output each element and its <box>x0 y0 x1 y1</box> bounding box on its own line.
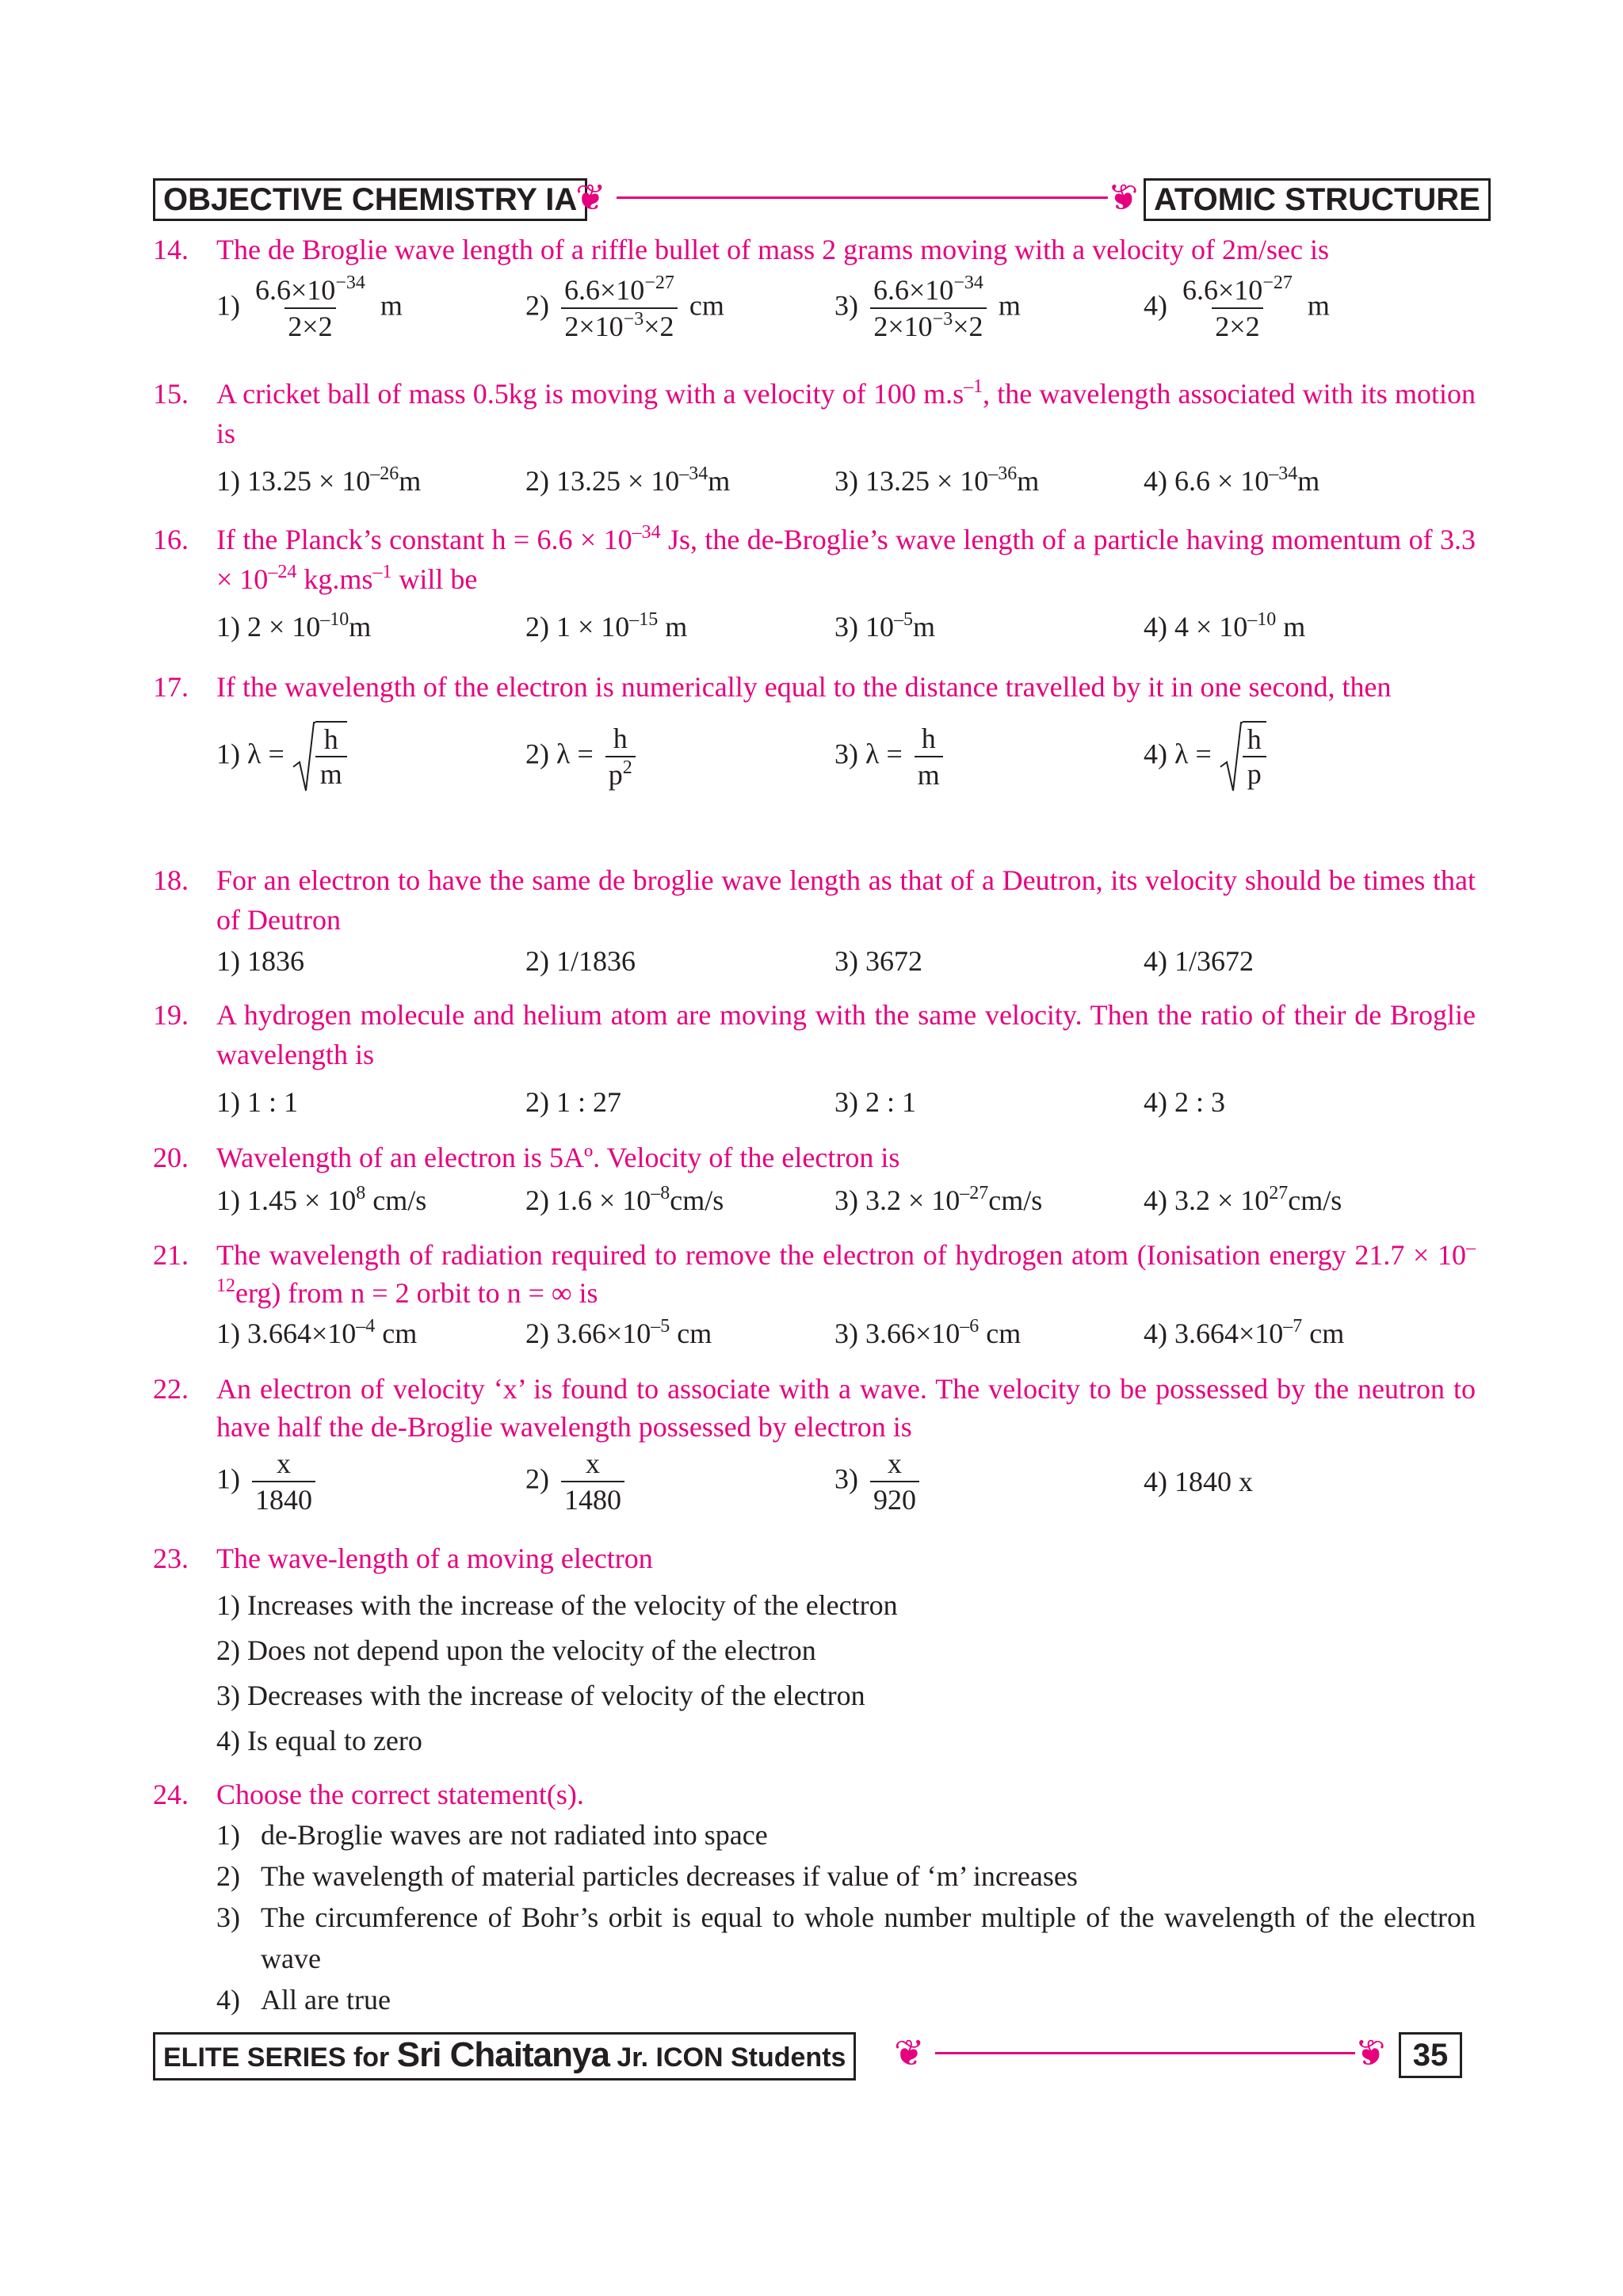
question-text: For an electron to have the same de broglie wave length as that of a Deutron, its velocity should be times that of Deutron <box>216 864 1476 936</box>
question-18 <box>153 860 1476 979</box>
question-21 <box>153 1236 1476 1352</box>
denominator-tail: ×2 <box>643 311 674 342</box>
unit: m <box>913 611 936 643</box>
option-4[interactable] <box>1144 463 1453 499</box>
fraction-numerator: 6.6×10 <box>255 274 336 306</box>
fraction-numerator: h <box>323 723 338 755</box>
option-1[interactable] <box>216 463 525 499</box>
text-part: will be <box>391 563 478 595</box>
question-number: 23. <box>153 1543 189 1574</box>
fraction-denominator: 920 <box>870 1481 919 1517</box>
page-number-label: 35 <box>1412 2038 1449 2073</box>
fraction <box>252 1446 315 1517</box>
option-label: 3) <box>834 289 858 322</box>
unit: cm/s <box>988 1184 1043 1216</box>
unit: m <box>1307 289 1330 322</box>
question-number: 20. <box>153 1142 189 1173</box>
header-subject <box>153 178 587 221</box>
footer-series <box>153 2032 856 2081</box>
question-23 <box>153 1539 1476 1764</box>
option-label: 2) <box>525 1463 549 1495</box>
option-3[interactable] <box>216 1673 1476 1718</box>
option-2[interactable] <box>216 1628 1476 1673</box>
option-label: 4) 4 × 10 <box>1144 611 1248 643</box>
question-text: Choose the correct statement(s). <box>216 1779 584 1810</box>
text-part: If the Planck’s constant h = 6.6 × 10 <box>216 524 632 555</box>
unit: m <box>1276 611 1306 643</box>
option-3[interactable] <box>834 721 1144 792</box>
exponent: –15 <box>629 609 659 630</box>
option-label: 1) 3.664×10 <box>216 1318 357 1349</box>
exponent: –12 <box>216 1238 1476 1296</box>
option-4[interactable]: 4) 1/3672 <box>1144 945 1254 977</box>
option-3[interactable]: 3) 3672 <box>834 945 922 977</box>
option-label: 4) 1840 x <box>1144 1466 1253 1497</box>
option-label: 3) 3.66×10 <box>834 1318 960 1349</box>
option-4[interactable] <box>216 1718 1476 1764</box>
header-chapter-label: ATOMIC STRUCTURE <box>1154 182 1480 217</box>
exponent: –34 <box>632 522 661 543</box>
option-2[interactable]: 2) 1/1836 <box>525 945 636 977</box>
option-3[interactable]: 3) 2 : 1 <box>834 1086 916 1118</box>
exponent: –10 <box>320 609 349 630</box>
option-text: The circumference of Bohr’s orbit is equal to whole number multiple of the wavelength of the electron wave <box>261 1901 1476 1974</box>
exponent: 27 <box>1269 1183 1289 1203</box>
fraction <box>915 721 943 792</box>
fraction-numerator: x <box>586 1447 600 1479</box>
footer-brand: Sri Chaitanya <box>396 2035 609 2074</box>
fraction-denominator: 2×10 <box>564 311 624 342</box>
unit: m <box>399 465 422 497</box>
fraction <box>561 1446 624 1517</box>
option-2[interactable] <box>525 1315 834 1352</box>
option-label: 3) <box>834 1463 858 1495</box>
fraction-denominator: 2×2 <box>1212 307 1262 344</box>
unit: cm <box>670 1318 712 1349</box>
option-4[interactable] <box>1144 1182 1453 1219</box>
option-label: 4) <box>1144 289 1167 322</box>
exponent: 2 <box>622 757 632 778</box>
option-4[interactable] <box>1144 1463 1453 1500</box>
question-text: An electron of velocity ‘x’ is found to associate with a wave. The velocity to be possessed by the neutron to have half the de-Broglie wavelength possessed by electron is <box>216 1373 1476 1443</box>
option-label: 3) 10 <box>834 611 894 643</box>
option-2[interactable]: 2) 1 : 27 <box>525 1086 621 1118</box>
option-label: 2) 1 × 10 <box>525 611 630 643</box>
question-15 <box>153 374 1476 499</box>
fraction <box>870 1446 919 1517</box>
question-text <box>216 374 1476 453</box>
option-label: 2) <box>525 289 549 322</box>
option-3[interactable] <box>834 463 1144 499</box>
question-17 <box>153 667 1476 792</box>
lambda-lhs: λ = <box>247 738 285 770</box>
fraction <box>561 273 678 344</box>
option-text: The wavelength of material particles decreases if value of ‘m’ increases <box>261 1860 1078 1892</box>
unit: m <box>998 289 1021 322</box>
fraction <box>1179 273 1296 344</box>
text-part: Js, the de-Broglie’s wave length of a particle having momentum of 3.3 × 10 <box>216 524 1476 595</box>
unit: cm/s <box>670 1184 724 1216</box>
ornament-icon: ❦ <box>1355 2031 1386 2074</box>
footer-prefix: ELITE SERIES for <box>163 2042 397 2073</box>
option-label: 3) <box>834 738 858 770</box>
question-text: Wavelength of an electron is 5Aº. Velocity of the electron is <box>216 1142 900 1173</box>
question-number: 18. <box>153 864 189 896</box>
option-3[interactable] <box>834 1446 1144 1517</box>
option-1[interactable] <box>216 1446 525 1517</box>
question-number: 15. <box>153 378 189 410</box>
option-text: All are true <box>261 1984 391 2016</box>
question-14 <box>153 230 1476 344</box>
text-part: , the wavelength associated with its motion is <box>216 378 1476 449</box>
option-label: 2) <box>216 1860 240 1892</box>
question-number: 19. <box>153 999 189 1031</box>
fraction-numerator: x <box>277 1447 291 1479</box>
option-1[interactable] <box>216 1315 525 1352</box>
unit: m <box>1297 465 1320 497</box>
fraction-denominator: 1480 <box>561 1481 624 1517</box>
fraction-numerator: x <box>888 1447 902 1479</box>
option-4[interactable] <box>1144 608 1453 645</box>
exponent: –1 <box>964 376 983 397</box>
option-label: 2) <box>525 738 549 770</box>
question-19 <box>153 995 1476 1120</box>
exponent: –27 <box>960 1183 989 1203</box>
option-label: 1) 2 × 10 <box>216 611 321 643</box>
unit: m <box>708 465 731 497</box>
exponent: –6 <box>960 1316 980 1337</box>
lambda-lhs: λ = <box>1174 738 1212 770</box>
exponent: −3 <box>932 309 953 330</box>
unit: m <box>658 611 688 643</box>
fraction-denominator: m <box>915 756 943 792</box>
exponent: −34 <box>335 273 365 293</box>
fraction-numerator: h <box>921 723 936 754</box>
option-1[interactable] <box>216 273 525 344</box>
option-3[interactable] <box>216 1897 1476 1979</box>
option-label: 3) <box>216 1901 240 1933</box>
unit: m <box>1017 465 1040 497</box>
option-label: 1) <box>216 738 240 770</box>
option-label: 4) 6.6 × 10 <box>1144 465 1270 497</box>
denominator-tail: ×2 <box>953 311 983 342</box>
fraction-numerator: h <box>1247 723 1262 755</box>
text-part: kg.ms <box>296 563 373 595</box>
unit: cm <box>375 1318 418 1349</box>
exponent: –34 <box>679 463 708 484</box>
question-22 <box>153 1370 1476 1517</box>
fraction-numerator: 6.6×10 <box>1182 274 1263 306</box>
question-number: 21. <box>153 1239 189 1271</box>
question-text: A hydrogen molecule and helium atom are moving with the same velocity. Then the ratio of their de Broglie wavelength is <box>216 999 1476 1070</box>
exponent: –10 <box>1247 609 1277 630</box>
question-number: 22. <box>153 1373 189 1405</box>
question-text: The de Broglie wave length of a riffle bullet of mass 2 grams moving with a velocity of 2m/sec is <box>216 234 1329 265</box>
fraction-denominator: 2×2 <box>285 307 335 344</box>
exponent: −34 <box>953 273 983 293</box>
unit: cm <box>1302 1318 1345 1349</box>
text-part: The wavelength of radiation required to remove the electron of hydrogen atom (Ionisation energy 21.7 × 10 <box>216 1239 1466 1271</box>
ornament-icon: ❦ <box>575 176 606 219</box>
question-number: 24. <box>153 1779 189 1810</box>
fraction-denominator: 2×10 <box>873 311 933 342</box>
option-2[interactable] <box>525 1182 834 1219</box>
option-label: 1) <box>216 1819 240 1851</box>
unit: cm/s <box>365 1184 427 1216</box>
header-chapter <box>1144 178 1491 221</box>
square-root <box>292 721 347 792</box>
fraction-numerator: h <box>613 723 628 754</box>
question-text: The wave-length of a moving electron <box>216 1543 653 1574</box>
option-1[interactable] <box>216 608 525 645</box>
unit: cm <box>979 1318 1022 1349</box>
option-text: 2) Does not depend upon the velocity of the electron <box>216 1634 816 1666</box>
option-1[interactable] <box>216 1583 1476 1628</box>
option-text: 4) Is equal to zero <box>216 1725 422 1756</box>
exponent: −3 <box>623 309 644 330</box>
option-2[interactable] <box>525 463 834 499</box>
question-text <box>216 520 1476 599</box>
fraction <box>252 273 369 344</box>
option-label: 1) 1.45 × 10 <box>216 1184 357 1216</box>
option-4[interactable] <box>1144 721 1453 792</box>
option-text: de-Broglie waves are not radiated into space <box>261 1819 768 1851</box>
footer-suffix: Jr. ICON Students <box>609 2042 846 2073</box>
exponent: −27 <box>1262 273 1293 293</box>
unit: cm <box>689 289 724 322</box>
option-3[interactable] <box>834 1315 1144 1352</box>
option-label: 1) <box>216 1463 240 1495</box>
option-2[interactable] <box>525 721 834 792</box>
question-number: 14. <box>153 234 189 265</box>
text-part: erg) from n = 2 orbit to n = ∞ is <box>235 1277 598 1309</box>
option-2[interactable] <box>525 1446 834 1517</box>
option-label: 2) 13.25 × 10 <box>525 465 680 497</box>
option-4[interactable] <box>1144 273 1453 344</box>
exponent: –1 <box>372 562 392 582</box>
fraction-numerator: 6.6×10 <box>564 274 645 306</box>
exponent: –24 <box>268 562 297 582</box>
footer-rule <box>935 2052 1355 2054</box>
page-number <box>1399 2032 1462 2078</box>
exponent: –5 <box>894 609 913 630</box>
header-subject-label: OBJECTIVE CHEMISTRY IA <box>163 182 578 217</box>
question-text: If the wavelength of the electron is numerically equal to the distance travelled by it in one second, then <box>216 671 1392 703</box>
exponent: –36 <box>988 463 1018 484</box>
option-text: 3) Decreases with the increase of velocity of the electron <box>216 1680 865 1711</box>
option-label: 2) 3.66×10 <box>525 1318 651 1349</box>
fraction <box>870 273 987 344</box>
option-3[interactable] <box>834 1182 1144 1219</box>
option-text: 1) Increases with the increase of the velocity of the electron <box>216 1589 898 1621</box>
option-1[interactable] <box>216 1182 525 1219</box>
text-part: A cricket ball of mass 0.5kg is moving with a velocity of 100 m.s <box>216 378 964 410</box>
ornament-icon: ❦ <box>1108 176 1139 219</box>
question-text <box>216 1236 1476 1312</box>
option-label: 1) <box>216 289 240 322</box>
option-label: 4) <box>1144 738 1167 770</box>
fraction-numerator: 6.6×10 <box>873 274 954 306</box>
fraction-denominator: 1840 <box>252 1481 315 1517</box>
option-label: 1) 13.25 × 10 <box>216 465 371 497</box>
option-label: 3) 13.25 × 10 <box>834 465 989 497</box>
option-4[interactable] <box>216 1979 1476 2020</box>
option-label: 4) 3.664×10 <box>1144 1318 1284 1349</box>
exponent: −27 <box>644 273 674 293</box>
option-label: 4) 3.2 × 10 <box>1144 1184 1270 1216</box>
question-20 <box>153 1138 1476 1219</box>
ornament-icon: ❦ <box>894 2031 925 2074</box>
fraction <box>605 721 636 792</box>
option-2[interactable] <box>216 1855 1476 1897</box>
unit: m <box>380 289 403 322</box>
fraction-denominator: p <box>1243 756 1266 791</box>
option-4[interactable] <box>1144 1315 1453 1352</box>
option-1[interactable]: 1) 1836 <box>216 945 304 977</box>
unit: m <box>349 611 372 643</box>
exponent: –5 <box>651 1316 670 1337</box>
question-number: 16. <box>153 524 189 555</box>
question-16 <box>153 520 1476 645</box>
exponent: –8 <box>651 1183 670 1203</box>
unit: cm/s <box>1288 1184 1342 1216</box>
option-label: 4) <box>216 1984 240 2016</box>
option-2[interactable] <box>525 608 834 645</box>
lambda-lhs: λ = <box>865 738 903 770</box>
option-3[interactable] <box>834 608 1144 645</box>
header-rule <box>617 196 1108 199</box>
exponent: –7 <box>1283 1316 1303 1337</box>
question-number: 17. <box>153 671 189 703</box>
square-root <box>1219 721 1266 792</box>
option-4[interactable]: 4) 2 : 3 <box>1144 1086 1225 1118</box>
option-1[interactable] <box>216 721 525 792</box>
exponent: 8 <box>356 1183 366 1203</box>
option-label: 2) 1.6 × 10 <box>525 1184 651 1216</box>
question-24 <box>153 1775 1476 2020</box>
option-label: 3) 3.2 × 10 <box>834 1184 960 1216</box>
lambda-lhs: λ = <box>556 738 594 770</box>
exponent: –34 <box>1269 463 1298 484</box>
option-1[interactable]: 1) 1 : 1 <box>216 1086 298 1118</box>
fraction-denominator: p <box>608 759 623 791</box>
option-2[interactable] <box>525 273 834 344</box>
fraction-denominator: m <box>315 756 347 791</box>
exponent: –26 <box>370 463 399 484</box>
option-3[interactable] <box>834 273 1144 344</box>
option-1[interactable] <box>216 1814 1476 1855</box>
exponent: –4 <box>356 1316 376 1337</box>
